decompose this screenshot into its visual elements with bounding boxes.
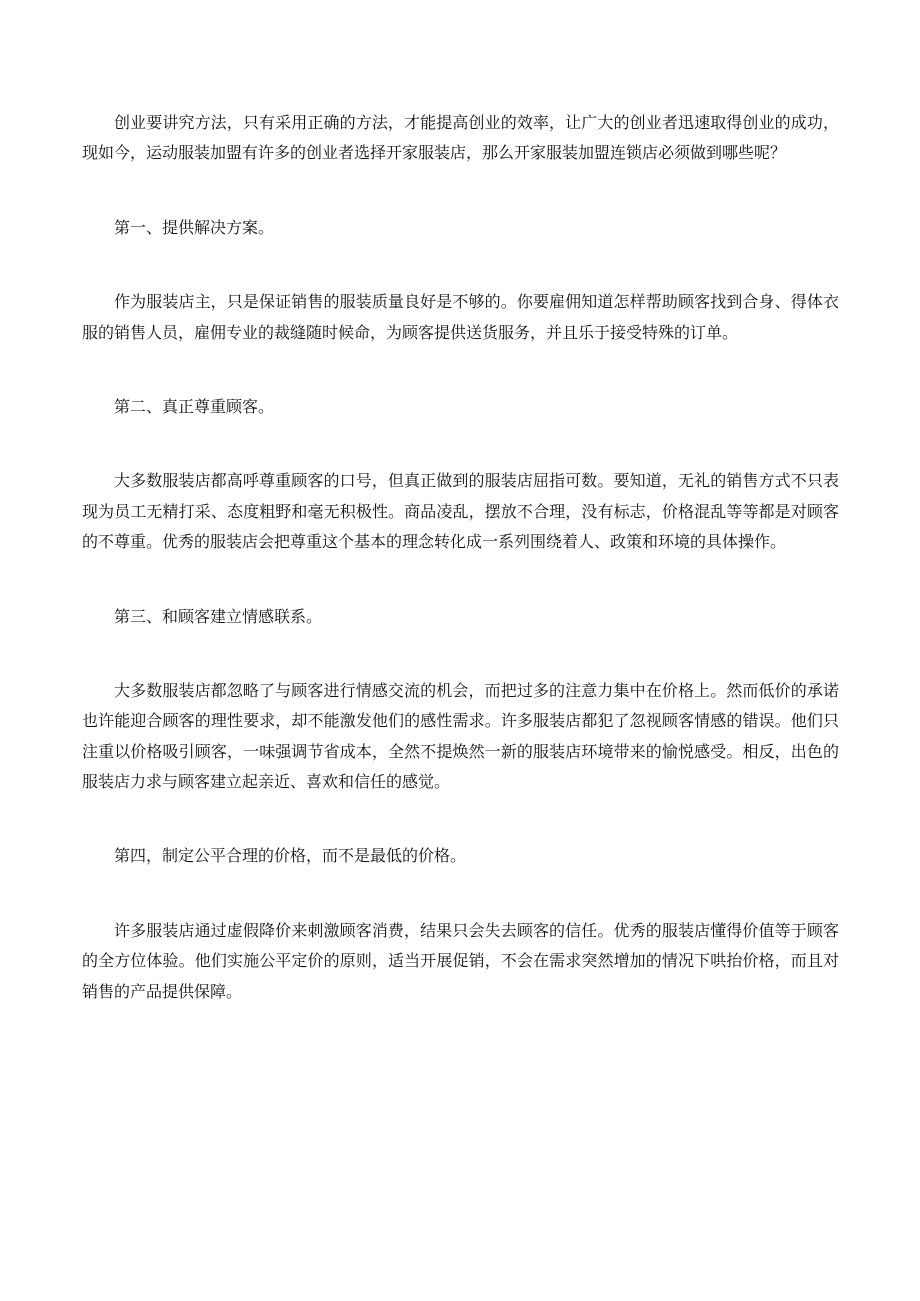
document-body (82, 108, 839, 1051)
section-heading-3: 第三、和顾客建立情感联系。 (114, 606, 323, 626)
intro-paragraph: 创业要讲究方法，只有采用正确的方法，才能提高创业的效率，让广大的创业者迅速取得创业的成功，现如今，运动服装加盟有许多的创业者选择开家服装店，那么开家服装加盟连锁店必须做到哪些呢？ (82, 113, 839, 163)
section-paragraph-4: 许多服装店通过虚假降价来刺激顾客消费，结果只会失去顾客的信任。优秀的服装店懂得价值等于顾客的全方位体验。他们实施公平定价的原则，适当开展促销，不会在需求突然增加的情况下哄抬价格，而且对销售的产品提供保障。 (82, 920, 839, 1001)
section-paragraph-1: 作为服装店主，只是保证销售的服装质量良好是不够的。你要雇佣知道怎样帮助顾客找到合身、得体衣服的销售人员，雇佣专业的裁缝随时候命，为顾客提供送货服务，并且乐于接受特殊的订单。 (82, 292, 839, 342)
section-paragraph-2: 大多数服装店都高呼尊重顾客的口号，但真正做到的服装店屈指可数。要知道，无礼的销售方式不只表现为员工无精打采、态度粗野和毫无积极性。商品凌乱，摆放不合理，没有标志，价格混乱等等都是对顾客的不尊重。优秀的服装店会把尊重这个基本的理念转化成一系列围绕着人、政策和环境的具体操作。 (82, 471, 839, 552)
section-paragraph-3: 大多数服装店都忽略了与顾客进行情感交流的机会，而把过多的注意力集中在价格上。然而低价的承诺也许能迎合顾客的理性要求，却不能激发他们的感性需求。许多服装店都犯了忽视顾客情感的错误。他们只注重以价格吸引顾客，一味强调节省成本，全然不提焕然一新的服装店环境带来的愉悦感受。相反，出色的服装店力求与顾客建立起亲近、喜欢和信任的感觉。 (82, 680, 839, 792)
section-heading-4: 第四，制定公平合理的价格，而不是最低的价格。 (114, 846, 467, 866)
section-heading-2: 第二、真正尊重顾客。 (114, 396, 275, 416)
section-heading-1: 第一、提供解决方案。 (114, 217, 275, 237)
